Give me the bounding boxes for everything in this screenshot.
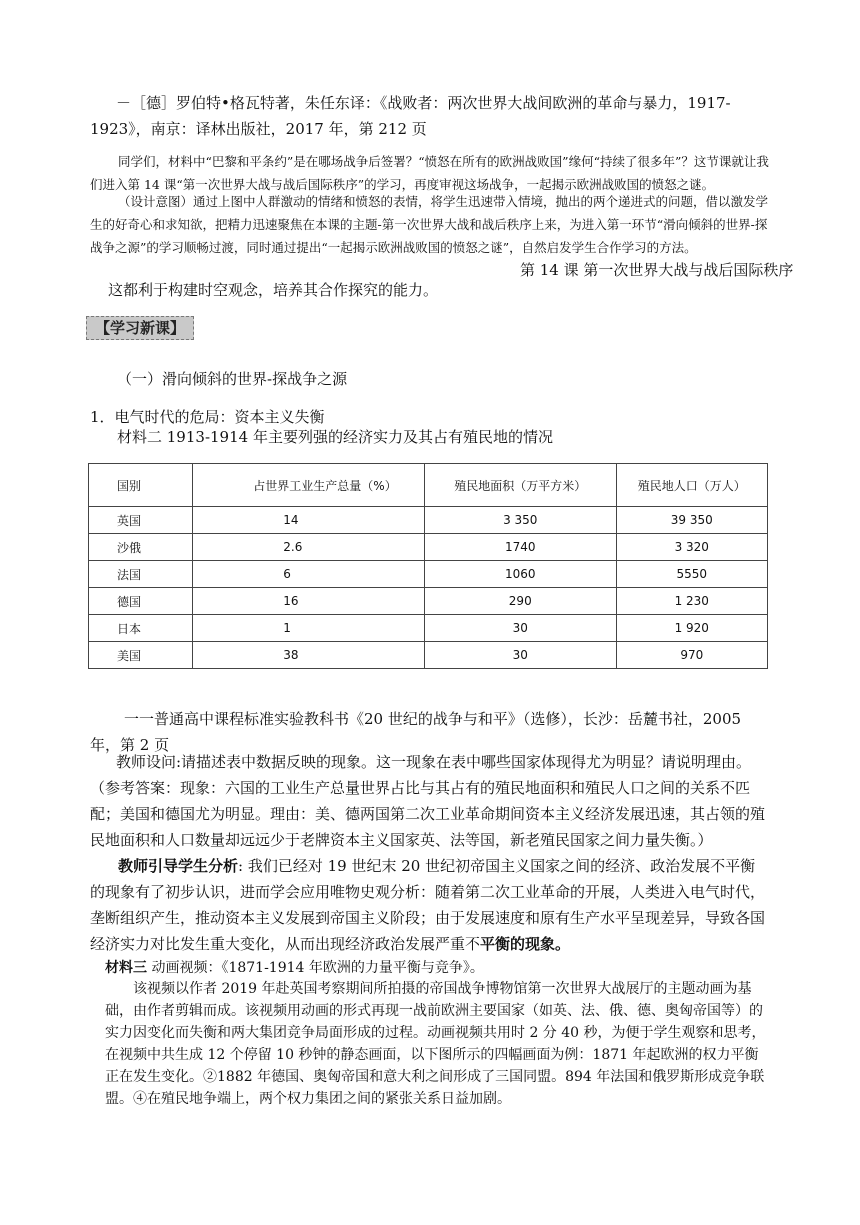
table-row — [89, 507, 768, 534]
table-cell: 290 — [424, 588, 616, 615]
table-row — [89, 561, 768, 588]
teacher-guide-bold-end: 平衡的现象。 — [480, 935, 571, 953]
table-row — [89, 615, 768, 642]
table-cell: 德国 — [89, 588, 193, 615]
section-tag-new-lesson: 【学习新课】 — [86, 316, 194, 340]
table-cell: 日本 — [89, 615, 193, 642]
table-row — [89, 642, 768, 669]
table-cell: 1 230 — [616, 588, 767, 615]
table-header-row — [89, 464, 768, 507]
table-row — [89, 534, 768, 561]
table-cell: 14 — [193, 507, 425, 534]
material-3-label: 材料三 — [105, 960, 147, 976]
table-cell: 39 350 — [616, 507, 767, 534]
time-space-line: 这都利于构建时空观念，培养其合作探究的能力。 — [108, 281, 439, 299]
teacher-guide-paragraph — [90, 853, 770, 957]
citation-1: －［德］罗伯特•格瓦特著，朱任东译：《战败者：两次世界大战间欧洲的革命与暴力，1917-1923》，南京：译林出版社，2017 年，第 212 页 — [90, 94, 731, 138]
point-heading: 1．电气时代的危局：资本主义失衡 — [90, 408, 325, 426]
table-cell: 6 — [193, 561, 425, 588]
material-3-title: 动画视频：《1871-1914 年欧洲的力量平衡与竞争》。 — [147, 960, 484, 976]
teacher-question: 教师设问:请描述表中数据反映的现象。这一现象在表中哪些国家体现得尤为明显？请说明理由。 — [116, 753, 752, 771]
table-header-cell: 占世界工业生产总量（%） — [193, 464, 425, 507]
table-cell: 法国 — [89, 561, 193, 588]
table-cell: 3 350 — [424, 507, 616, 534]
table-cell: 3 320 — [616, 534, 767, 561]
material-2-title: 材料二 1913-1914 年主要列强的经济实力及其占有殖民地的情况 — [117, 428, 553, 446]
teacher-guide-text: : 我们已经对 19 世纪末 20 世纪初帝国主义国家之间的经济、政治发展不平衡的现象有了初步认识，进而学会应用唯物史观分析：随着第二次工业革命的开展，人类进入电气时代，垄断组织产生，推动资本主义发展到帝国主义阶段；由于发展速度和原有生产水平呈现差异，导致各国经济实力对比发生重大变化，从而出现经济政治发展严重不 — [90, 857, 766, 953]
video-description: 该视频以作者 2019 年赴英国考察期间所拍摄的帝国战争博物馆第一次世界大战展厅的主题动画为基础，由作者剪辑而成。该视频用动画的形式再现一战前欧洲主要国家（如英、法、俄、德、奥匈帝国等）的实力因变化而失衡和两大集团竞争局面形成的过程。动画视频共用时 2 分 40 秒，为便于学生观察和思考，在视频中共生成 12 个停留 10 秒钟的静态画面，以下图所示的四幅画面为例：1871 年起欧洲的权力平衡正在发生变化。②1882 年德国、奥匈帝国和意大利之间形成了三国同盟。894 年法国和俄罗斯形成竞争联盟。④在殖民地争端上，两个权力集团之间的紧张关系日益加剧。 — [105, 981, 766, 1107]
table-cell: 2.6 — [193, 534, 425, 561]
table-header-cell: 殖民地人口（万人） — [616, 464, 767, 507]
table-cell: 30 — [424, 642, 616, 669]
table-row — [89, 588, 768, 615]
table-cell: 1 920 — [616, 615, 767, 642]
subsection-heading: （一）滑向倾斜的世界-探战争之源 — [117, 370, 348, 388]
table-cell: 沙俄 — [89, 534, 193, 561]
table-cell: 美国 — [89, 642, 193, 669]
material-3-heading — [105, 957, 785, 979]
table-cell: 5550 — [616, 561, 767, 588]
table-cell: 16 — [193, 588, 425, 615]
reference-answer: （参考答案：现象：六国的工业生产总量世界占比与其占有的殖民地面积和殖民人口之间的关系不匹配；美国和德国尤为明显。理由：美、德两国第二次工业革命期间资本主义经济发展迅速，其占领的殖民地面积和人口数量却远远少于老牌资本主义国家英、法等国，新老殖民国家之间力量失衡。） — [90, 779, 766, 849]
design-intent-paragraph: （设计意图）通过上图中人群激动的情绪和愤怒的表情，将学生迅速带入情境，抛出的两个递进式的问题，借以激发学生的好奇心和求知欲，把精力迅速聚焦在本课的主题-第一次世界大战和战后秩序上来，为进入第一环节“滑向倾斜的世界-探战争之源”的学习顺畅过渡，同时通过提出“一起揭示欧洲战败国的愤怒之谜”，自然启发学生合作学习的方法。 — [90, 194, 769, 255]
table-cell: 1740 — [424, 534, 616, 561]
table-header-cell: 殖民地面积（万平方米） — [424, 464, 616, 507]
table-cell: 38 — [193, 642, 425, 669]
lesson-title: 第 14 课 第一次世界大战与战后国际秩序 — [520, 261, 794, 279]
citation-2: 一一普通高中课程标准实验教科书《20 世纪的战争与和平》（选修），长沙：岳麓书社，2005 年，第 2 页 — [90, 710, 742, 754]
table-cell: 30 — [424, 615, 616, 642]
table-cell: 英国 — [89, 507, 193, 534]
teacher-guide-label: 教师引导学生分析 — [118, 857, 239, 875]
intro-paragraph: 同学们，材料中“巴黎和平条约”是在哪场战争后签署？“愤怒在所有的欧洲战败国”缘何“持续了很多年”？这节课就让我们进入第 14 课“第一次世界大战与战后国际秩序”的学习，再度审视这场战争，一起揭示欧洲战败国的愤怒之谜。 — [90, 154, 769, 192]
table-cell: 1 — [193, 615, 425, 642]
table-cell: 970 — [616, 642, 767, 669]
table-cell: 1060 — [424, 561, 616, 588]
colony-table — [88, 463, 768, 669]
table-header-cell: 国别 — [89, 464, 193, 507]
